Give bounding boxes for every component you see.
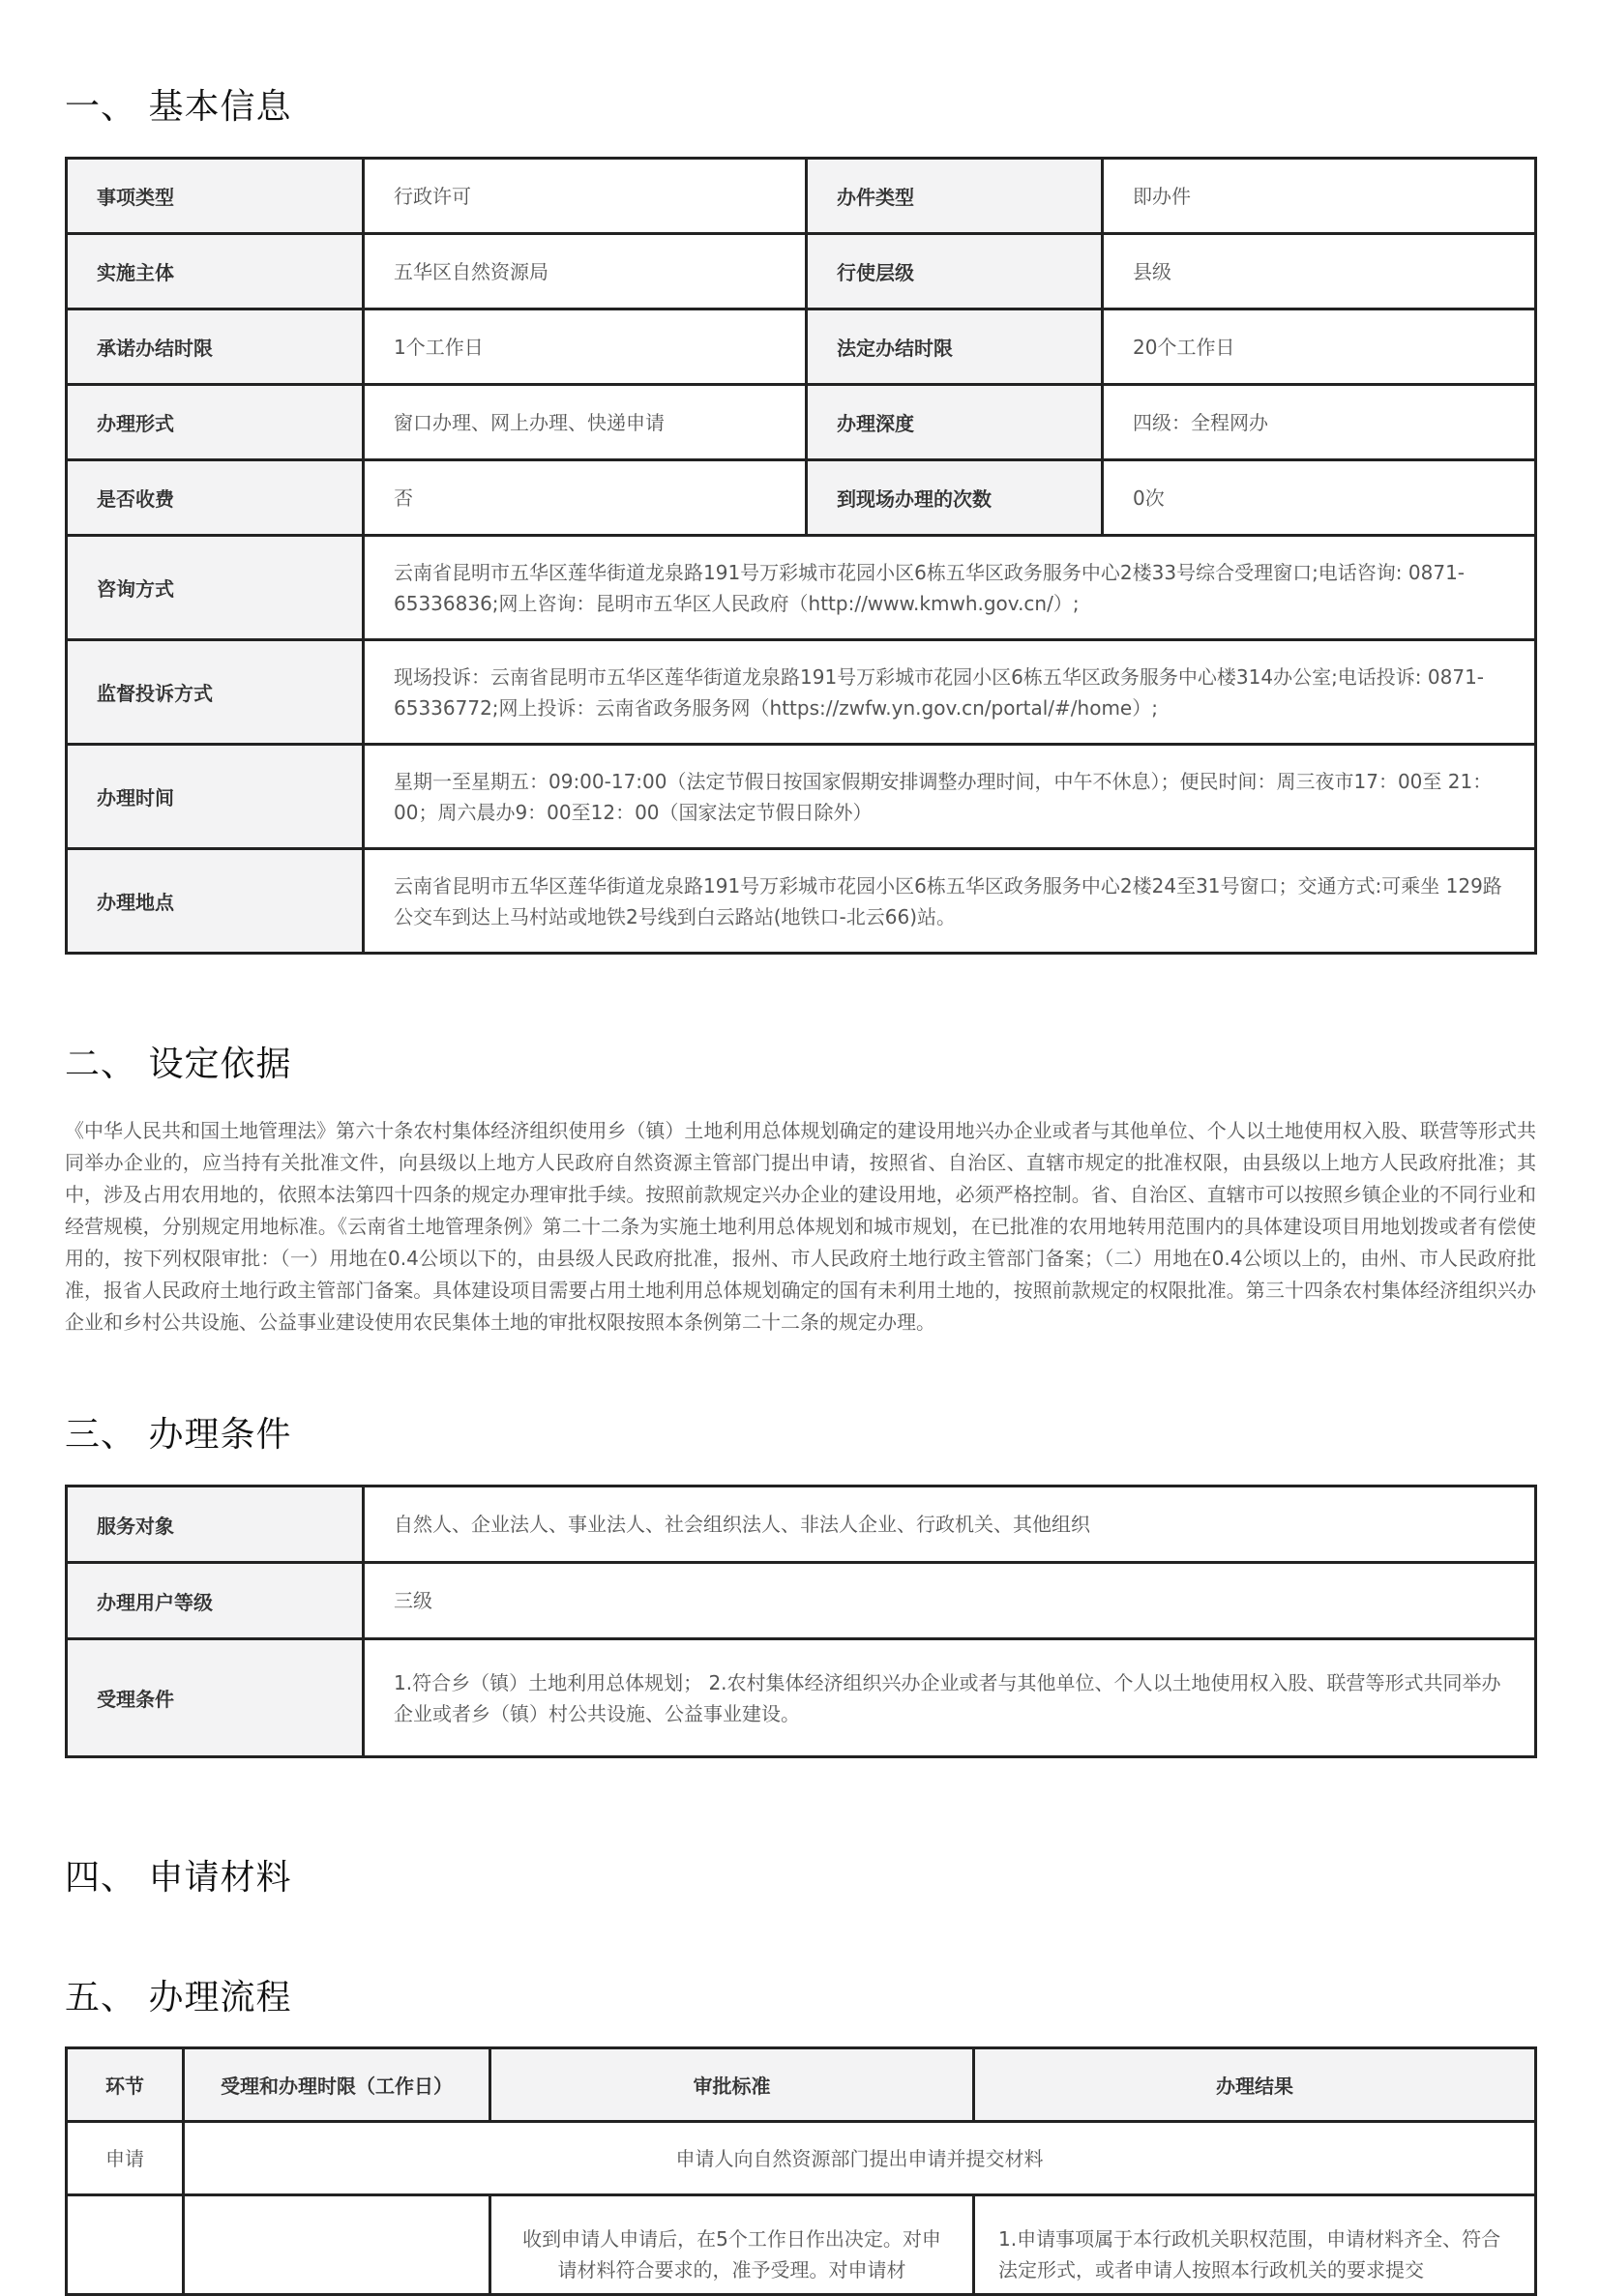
- label-case-type: 办件类型: [807, 159, 1103, 234]
- table-header-row: [67, 2048, 1536, 2122]
- section-title-basis: 二、 设定依据: [65, 1045, 292, 1084]
- value-service-target: 自然人、企业法人、事业法人、社会组织法人、非法人企业、行政机关、其他组织: [364, 1487, 1536, 1563]
- table-row: [67, 1639, 1536, 1757]
- section-title-basic-info: 一、 基本信息: [65, 87, 292, 127]
- label-visit-count: 到现场办理的次数: [807, 460, 1103, 536]
- section-title-conditions: 三、 办理条件: [65, 1415, 292, 1455]
- value-hours: 星期一至星期五：09:00-17:00（法定节假日按国家假期安排调整办理时间，中午不休息）；便民时间：周三夜市17：00至 21：00；周六晨办9：00至12：00（国家法定节假日除外）: [364, 745, 1536, 849]
- accept-result: 1.申请事项属于本行政机关职权范围，申请材料齐全、符合法定形式，或者申请人按照本行政机关的要求提交: [974, 2195, 1536, 2295]
- value-consult: 云南省昆明市五华区莲华街道龙泉路191号万彩城市花园小区6栋五华区政务服务中心2楼33号综合受理窗口;电话咨询: 0871-65336836;网上咨询：昆明市五华区人民政府（http://www.kmwh.gov.cn/）;: [364, 536, 1536, 640]
- label-legal-time: 法定办结时限: [807, 309, 1103, 385]
- table-row: [67, 309, 1536, 385]
- label-handling-depth: 办理深度: [807, 385, 1103, 460]
- value-item-type: 行政许可: [364, 159, 807, 234]
- stage-accept: [67, 2195, 184, 2295]
- table-row: [67, 1563, 1536, 1639]
- header-stage: 环节: [67, 2048, 184, 2122]
- accept-time-limit: [184, 2195, 490, 2295]
- value-handling-form: 窗口办理、网上办理、快递申请: [364, 385, 807, 460]
- value-case-type: 即办件: [1103, 159, 1536, 234]
- label-fee: 是否收费: [67, 460, 364, 536]
- label-implementer: 实施主体: [67, 234, 364, 309]
- table-row: [67, 1487, 1536, 1563]
- apply-content: 申请人向自然资源部门提出申请并提交材料: [184, 2122, 1536, 2195]
- value-accept-conditions: 1.符合乡（镇）土地利用总体规划； 2.农村集体经济组织兴办企业或者与其他单位、个人以土地使用权入股、联营等形式共同举办企业或者乡（镇）村公共设施、公益事业建设。: [364, 1639, 1536, 1757]
- value-exercise-level: 县级: [1103, 234, 1536, 309]
- table-row: [67, 385, 1536, 460]
- label-location: 办理地点: [67, 849, 364, 954]
- value-implementer: 五华区自然资源局: [364, 234, 807, 309]
- label-service-target: 服务对象: [67, 1487, 364, 1563]
- table-row: [67, 460, 1536, 536]
- section-title-materials: 四、 申请材料: [65, 1858, 292, 1898]
- value-fee: 否: [364, 460, 807, 536]
- table-row: [67, 159, 1536, 234]
- value-user-level: 三级: [364, 1563, 1536, 1639]
- label-accept-conditions: 受理条件: [67, 1639, 364, 1757]
- header-time-limit: 受理和办理时限（工作日）: [184, 2048, 490, 2122]
- table-row: [67, 2122, 1536, 2195]
- label-handling-form: 办理形式: [67, 385, 364, 460]
- header-result: 办理结果: [974, 2048, 1536, 2122]
- conditions-table: [65, 1485, 1537, 1758]
- label-hours: 办理时间: [67, 745, 364, 849]
- label-exercise-level: 行使层级: [807, 234, 1103, 309]
- section-title-process: 五、 办理流程: [65, 1978, 292, 2017]
- label-consult: 咨询方式: [67, 536, 364, 640]
- table-row: [67, 745, 1536, 849]
- label-complaint: 监督投诉方式: [67, 640, 364, 745]
- value-handling-depth: 四级：全程网办: [1103, 385, 1536, 460]
- table-row: [67, 640, 1536, 745]
- value-visit-count: 0次: [1103, 460, 1536, 536]
- table-row: [67, 536, 1536, 640]
- basis-text: 《中华人民共和国土地管理法》第六十条农村集体经济组织使用乡（镇）土地利用总体规划确定的建设用地兴办企业或者与其他单位、个人以土地使用权入股、联营等形式共同举办企业的，应当持有关批准文件，向县级以上地方人民政府自然资源主管部门提出申请，按照省、自治区、直辖市规定的批准权限，由县级以上地方人民政府批准；其中，涉及占用农用地的，依照本法第四十四条的规定办理审批手续。按照前款规定兴办企业的建设用地，必须严格控制。省、自治区、直辖市可以按照乡镇企业的不同行业和经营规模，分别规定用地标准。《云南省土地管理条例》第二十二条为实施土地利用总体规划和城市规划，在已批准的农用地转用范围内的具体建设项目用地划拨或者有偿使用的，按下列权限审批：（一）用地在0.4公顷以下的，由县级人民政府批准，报州、市人民政府土地行政主管部门备案；（二）用地在0.4公顷以上的，由州、市人民政府批准，报省人民政府土地行政主管部门备案。具体建设项目需要占用土地利用总体规划确定的国有未利用土地的，按照前款规定的权限批准。第三十四条农村集体经济组织兴办企业和乡村公共设施、公益事业建设使用农民集体土地的审批权限按照本条例第二十二条的规定办理。: [65, 1119, 1536, 1334]
- table-row: [67, 2195, 1536, 2295]
- label-item-type: 事项类型: [67, 159, 364, 234]
- label-user-level: 办理用户等级: [67, 1563, 364, 1639]
- stage-apply: 申请: [67, 2122, 184, 2195]
- table-row: [67, 849, 1536, 954]
- value-complaint: 现场投诉：云南省昆明市五华区莲华街道龙泉路191号万彩城市花园小区6栋五华区政务服务中心楼314办公室;电话投诉: 0871-65336772;网上投诉：云南省政务服务网（https://zwfw.yn.gov.cn/portal/#/home）;: [364, 640, 1536, 745]
- basic-info-table: [65, 157, 1537, 955]
- header-standard: 审批标准: [490, 2048, 974, 2122]
- value-promised-time: 1个工作日: [364, 309, 807, 385]
- accept-standard: 收到申请人申请后，在5个工作日作出决定。对申请材料符合要求的，准予受理。对申请材: [490, 2195, 974, 2295]
- label-promised-time: 承诺办结时限: [67, 309, 364, 385]
- value-location: 云南省昆明市五华区莲华街道龙泉路191号万彩城市花园小区6栋五华区政务服务中心2楼24至31号窗口；交通方式:可乘坐 129路公交车到达上马村站或地铁2号线到白云路站(地铁口-北云66)站。: [364, 849, 1536, 954]
- value-legal-time: 20个工作日: [1103, 309, 1536, 385]
- process-table: [65, 2046, 1537, 2296]
- table-row: [67, 234, 1536, 309]
